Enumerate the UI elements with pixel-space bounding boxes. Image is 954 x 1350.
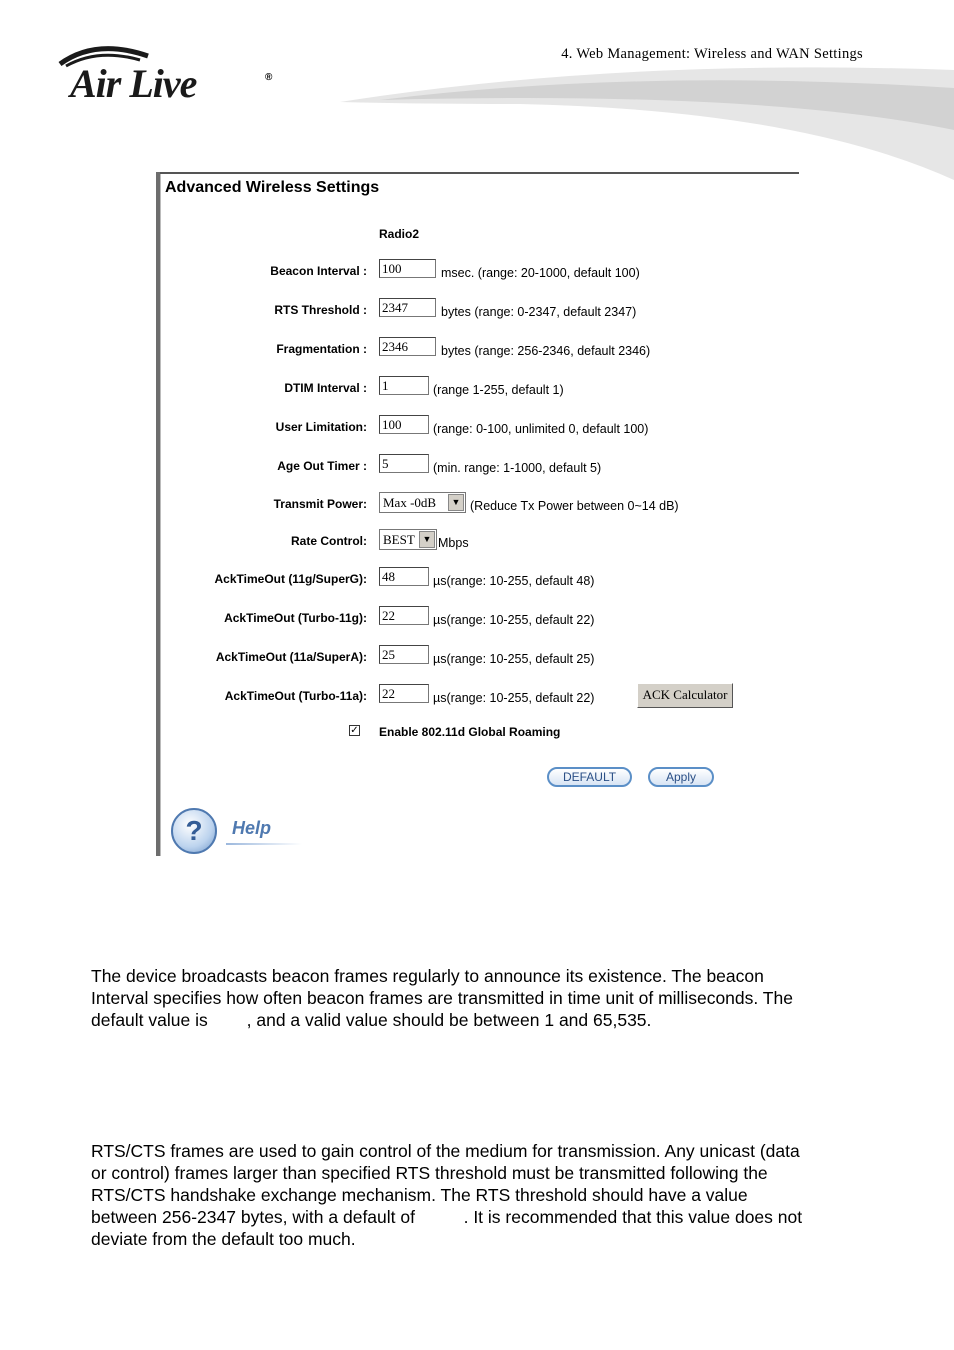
page-header: 4. Web Management: Wireless and WAN Settings [561,46,863,62]
transmit-power-value: Max -0dB [383,495,437,510]
user-limitation-row [156,415,799,441]
age-out-timer-input[interactable]: 5 [379,454,429,473]
ack-turbo-11a-input[interactable]: 22 [379,684,429,703]
ack-turbo-11a-row [156,684,799,710]
dtim-interval-row [156,376,799,402]
paragraph-line: The device broadcasts beacon frames regularly to announce its existence. The beacon [91,966,764,986]
rate-control-unit: Mbps [438,536,469,550]
advanced-wireless-panel [156,172,799,856]
rts-threshold-label: RTS Threshold : [274,303,367,317]
age-out-timer-row [156,454,799,480]
rate-control-select[interactable] [379,529,437,550]
rate-control-label: Rate Control: [291,534,367,548]
ack-11g-row [156,567,799,593]
fragmentation-input[interactable]: 2346 [379,337,436,356]
ack-11g-hint: µs(range: 10-255, default 48) [433,574,595,588]
user-limitation-label: User Limitation: [275,420,367,434]
fragmentation-label: Fragmentation : [276,342,367,356]
beacon-interval-row [156,259,799,285]
age-out-timer-label: Age Out Timer : [277,459,367,473]
rate-control-row [156,529,799,555]
help-link[interactable]: Help [232,818,272,838]
global-roaming-row [156,722,799,742]
dtim-interval-hint: (range 1-255, default 1) [433,383,564,397]
ack-turbo-11g-label: AckTimeOut (Turbo-11g): [224,611,367,625]
dtim-interval-input[interactable]: 1 [379,376,429,395]
paragraph-line: default value is , and a valid value should be between 1 and 65,535. [91,1010,652,1030]
rts-paragraph [91,1140,871,1250]
logo-text: Air Live [70,61,197,106]
ack-turbo-11a-hint: µs(range: 10-255, default 22) [433,691,595,705]
default-button[interactable]: DEFAULT [547,767,632,787]
transmit-power-hint: (Reduce Tx Power between 0~14 dB) [470,499,679,513]
ack-11a-input[interactable]: 25 [379,645,429,664]
rate-control-value: BEST [383,532,415,547]
chevron-down-icon[interactable]: ▼ [419,531,435,548]
transmit-power-row [156,492,799,518]
radio-label: Radio2 [379,227,420,241]
rts-threshold-hint: bytes (range: 0-2347, default 2347) [441,305,637,319]
ack-turbo-11g-input[interactable]: 22 [379,606,429,625]
ack-11a-hint: µs(range: 10-255, default 25) [433,652,595,666]
panel-title: Advanced Wireless Settings [165,179,380,196]
header-swoosh [0,60,954,190]
paragraph-line: or control) frames larger than specified RTS threshold must be transmitted following the [91,1163,768,1183]
ack-11g-label: AckTimeOut (11g/SuperG): [214,572,367,586]
transmit-power-select[interactable] [379,492,466,513]
user-limitation-input[interactable]: 100 [379,415,429,434]
ack-11a-row [156,645,799,671]
ack-turbo-11a-label: AckTimeOut (Turbo-11a): [224,689,367,703]
logo-registered: ® [265,72,273,83]
fragmentation-hint: bytes (range: 256-2346, default 2346) [441,344,651,358]
age-out-timer-hint: (min. range: 1-1000, default 5) [433,461,602,475]
paragraph-line: deviate from the default too much. [91,1229,356,1249]
help-underline [226,843,302,845]
transmit-power-label: Transmit Power: [273,497,367,511]
ack-turbo-11g-row [156,606,799,632]
global-roaming-label: Enable 802.11d Global Roaming [379,725,561,739]
panel-top-border [160,172,799,174]
global-roaming-checkbox[interactable]: ✓ [350,725,359,736]
dtim-interval-label: DTIM Interval : [284,381,367,395]
rts-threshold-row [156,298,799,324]
chevron-down-icon[interactable]: ▼ [448,494,464,511]
beacon-interval-hint: msec. (range: 20-1000, default 100) [441,266,640,280]
paragraph-line: between 256-2347 bytes, with a default of . It is recommended that this value does not [91,1207,803,1227]
beacon-interval-label: Beacon Interval : [270,264,367,278]
ack-turbo-11g-hint: µs(range: 10-255, default 22) [433,613,595,627]
fragmentation-row [156,337,799,363]
beacon-interval-input[interactable]: 100 [379,259,436,278]
paragraph-line: Interval specifies how often beacon frames are transmitted in time unit of milliseconds. The [91,988,793,1008]
rts-threshold-input[interactable]: 2347 [379,298,436,317]
help-icon[interactable]: ? [171,808,217,854]
beacon-paragraph [91,965,871,1031]
ack-11a-label: AckTimeOut (11a/SuperA): [215,650,367,664]
user-limitation-hint: (range: 0-100, unlimited 0, default 100) [433,422,649,436]
apply-button[interactable]: Apply [648,767,714,787]
paragraph-line: RTS/CTS frames are used to gain control of the medium for transmission. Any unicast (data [91,1141,800,1161]
ack-calculator-button[interactable]: ACK Calculator [637,683,733,708]
ack-11g-input[interactable]: 48 [379,567,429,586]
paragraph-line: RTS/CTS handshake exchange mechanism. The RTS threshold should have a value [91,1185,748,1205]
